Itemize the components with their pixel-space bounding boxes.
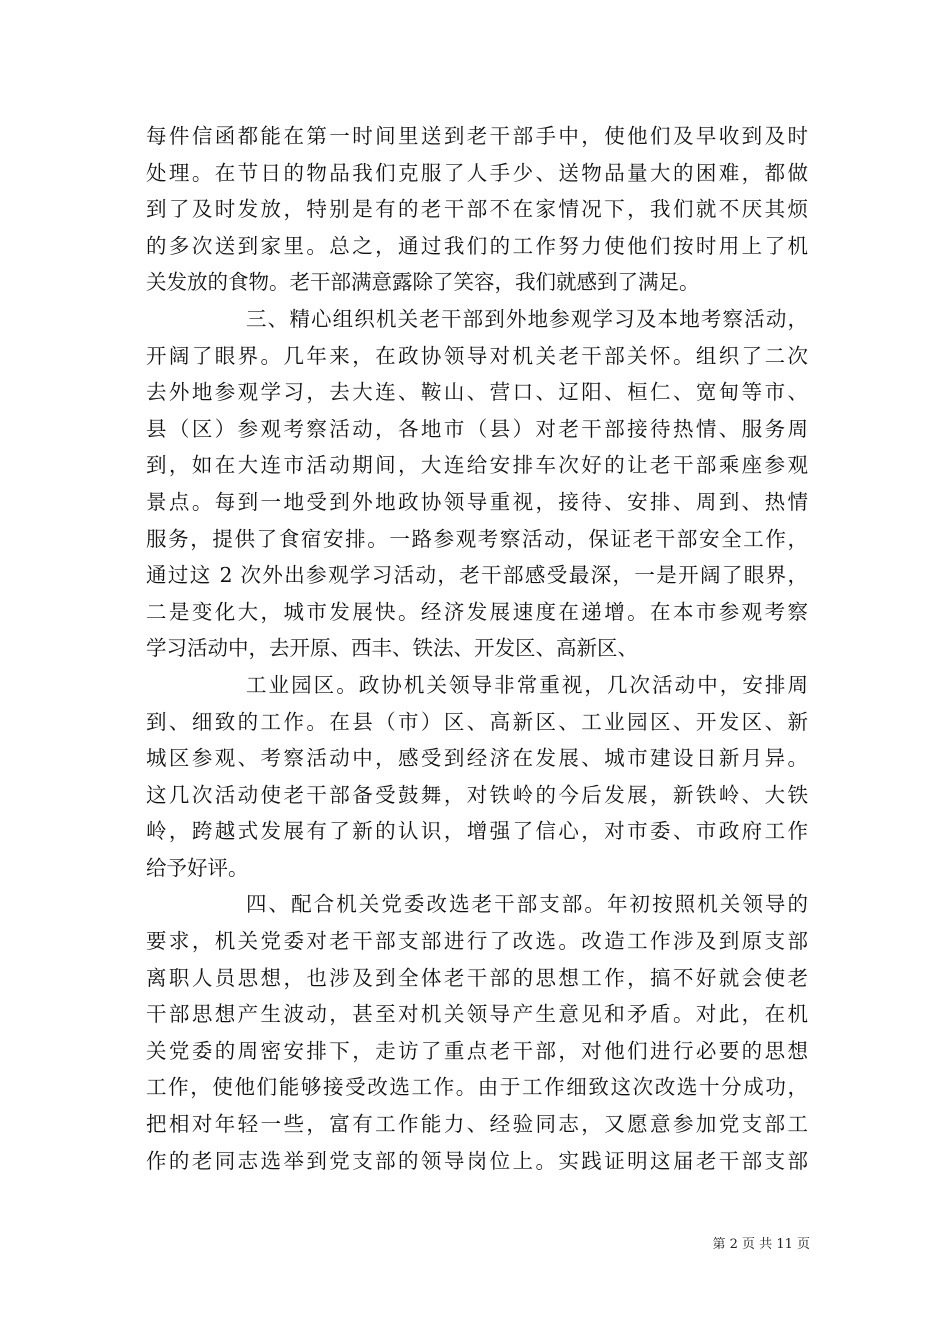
text-line: 作的老同志选举到党支部的领导岗位上。实践证明这届老干部支部 [146,1148,808,1173]
text-line: 离职人员思想，也涉及到全体老干部的思想工作，搞不好就会使老 [146,965,808,990]
text-line: 到了及时发放，特别是有的老干部不在家情况下，我们就不厌其烦 [146,197,808,222]
text-line: 三、精心组织机关老干部到外地参观学习及本地考察活动， [246,306,808,331]
text-line: 这几次活动使老干部备受鼓舞，对铁岭的今后发展，新铁岭、大铁 [146,782,808,807]
text-line: 工作，使他们能够接受改选工作。由于工作细致这次改选十分成功， [146,1075,808,1100]
text-line: 岭，跨越式发展有了新的认识，增强了信心，对市委、市政府工作 [146,819,808,844]
text-line: 关党委的周密安排下，走访了重点老干部，对他们进行必要的思想 [146,1038,808,1063]
text-line: 服务，提供了食宿安排。一路参观考察活动，保证老干部安全工作， [146,526,808,551]
text-line: 学习活动中，去开原、西丰、铁法、开发区、高新区、 [146,636,638,661]
text-line: 到，如在大连市活动期间，大连给安排车次好的让老干部乘座参观 [146,453,808,478]
text-line: 关发放的食物。老干部满意露除了笑容，我们就感到了满足。 [146,270,700,295]
text-line: 县（区）参观考察活动，各地市（县）对老干部接待热情、服务周 [146,416,808,441]
text-line: 干部思想产生波动，甚至对机关领导产生意见和矛盾。对此，在机 [146,1002,808,1027]
paragraph [146,301,808,667]
text-line: 四、配合机关党委改选老干部支部。年初按照机关领导的 [246,892,808,917]
page-number-footer: 第 2 页 共 11 页 [712,1237,810,1252]
text-line: 到、细致的工作。在县（市）区、高新区、工业园区、开发区、新 [146,709,808,734]
text-line: 要求，机关党委对老干部支部进行了改选。改造工作涉及到原支部 [146,929,808,954]
body-text [146,118,808,1179]
text-line: 景点。每到一地受到外地政协领导重视，接待、安排、周到、热情 [146,489,808,514]
text-line: 给予好评。 [146,855,249,880]
text-line: 去外地参观学习，去大连、鞍山、营口、辽阳、桓仁、宽甸等市、 [146,380,808,405]
text-line: 处理。在节日的物品我们克服了人手少、送物品量大的困难，都做 [146,160,808,185]
text-line: 把相对年轻一些，富有工作能力、经验同志，又愿意参加党支部工 [146,1112,808,1137]
text-line: 二是变化大，城市发展快。经济发展速度在递增。在本市参观考察 [146,599,808,624]
text-line: 每件信函都能在第一时间里送到老干部手中，使他们及早收到及时 [146,124,808,148]
text-line: 开阔了眼界。几年来，在政协领导对机关老干部关怀。组织了二次 [146,343,808,368]
text-line: 工业园区。政协机关领导非常重视，几次活动中，安排周 [246,672,808,697]
text-line: 的多次送到家里。总之，通过我们的工作努力使他们按时用上了机 [146,233,808,258]
paragraph [146,667,808,887]
text-line: 城区参观、考察活动中，感受到经济在发展、城市建设日新月异。 [146,746,808,771]
paragraph [146,118,808,301]
text-line: 通过这 2 次外出参观学习活动，老干部感受最深，一是开阔了眼界， [146,563,808,588]
paragraph [146,886,808,1179]
